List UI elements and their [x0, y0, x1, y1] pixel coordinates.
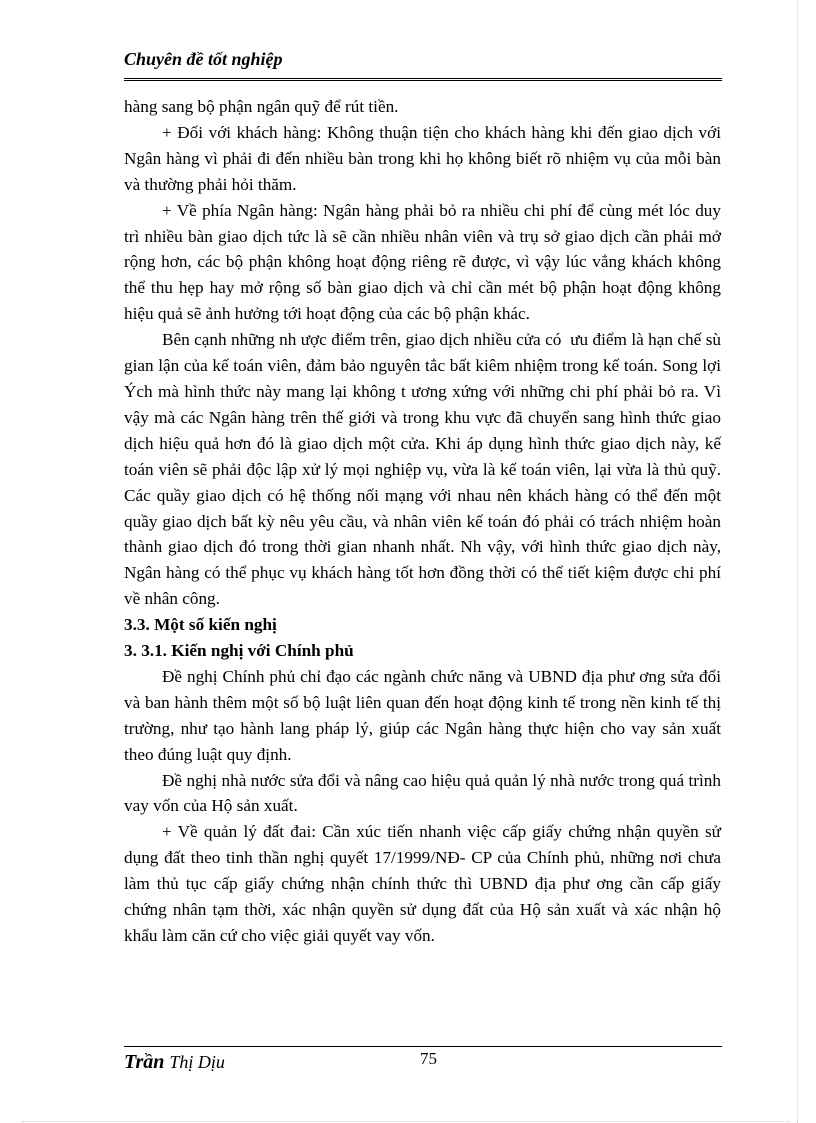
document-body [124, 94, 721, 949]
author-surname: Trần [124, 1051, 165, 1073]
footer-rule [124, 1046, 722, 1047]
author-given-name: Thị Dịu [169, 1052, 225, 1072]
page-edge-dotted-right [797, 0, 798, 1123]
paragraph: + Về quản lý đất đai: Cần xúc tiến nhanh việc cấp giấy chứng nhận quyền sử dụng đất theo tinh thần nghị quyết 17/1999/NĐ- CP của Chính phủ, những nơi chưa làm thủ tục cấp giấy chứng nhận chính thức thì UBND địa phư ơng cần cấp giấy chứng nhân tạm thời, xác nhận quyền sử dụng đất của Hộ sản xuất và xác nhận hộ khẩu làm căn cứ cho việc giải quyết vay vốn. [124, 822, 721, 945]
paragraph: + Đối với khách hàng: Không thuận tiện cho khách hàng khi đến giao dịch với Ngân hàng vì phải đi đến nhiều bàn trong khi họ không biết rõ nhiệm vụ của mỗi bàn và thường phải hỏi thăm. [124, 122, 721, 194]
paragraph: Bên cạnh những nh ược điểm trên, giao dịch nhiều cửa có ưu điểm là hạn chế sù gian lận của kế toán viên, đảm bảo nguyên tắc bất kiêm nhiệm trong kế toán. Song lợi Ých mà hình thức này mang lại không t ương xứng với những chi phí phải bỏ ra. Vì vậy mà các Ngân hàng trên thế giới và trong khu vực đã chuyển sang hình thức giao dịch hiệu quả hơn đó là giao dịch một cửa. Khi áp dụng hình thức giao dịch này, kế toán viên sẽ phải độc lập xử lý mọi nghiệp vụ, vừa là kế toán viên, lại vừa là thủ quỹ. Các quầy giao dịch có hệ thống nối mạng với nhau nên khách hàng có thể đến một quầy giao dịch bất kỳ nêu yêu cầu, và nhân viên kế toán đó phải có trách nhiệm hoàn thành giao dịch đó trong thời gian nhanh nhất. Nh vậy, với hình thức giao dịch này, Ngân hàng có thể phục vụ khách hàng tốt hơn đồng thời có thể tiết kiệm được chi phí về nhân công. [124, 330, 721, 609]
document-header-title: Chuyên đề tốt nghiệp [124, 49, 283, 69]
subsection-heading: 3. 3.1. Kiến nghị với Chính phủ [124, 641, 354, 661]
paragraph: Đề nghị nhà nước sửa đổi và nâng cao hiệu quả quản lý nhà nước trong quá trình vay vốn của Hộ sản xuất. [124, 770, 721, 816]
footer-author [124, 1051, 225, 1074]
paragraph: + Về phía Ngân hàng: Ngân hàng phải bỏ ra nhiều chi phí để cùng mét lóc duy trì nhiều bàn giao dịch tức là sẽ cần nhiều nhân viên và trụ sở giao dịch cần phải mở rộng hơn, các bộ phận không hoạt động riêng rẽ được, vì vậy lúc vắng khách không thể thu hẹp hay mở rộng số bàn giao dịch và chỉ cần mét bộ phận hoạt động không hiệu quả sẽ ảnh hưởng tới hoạt động của các bộ phận khác. [124, 200, 721, 324]
page-number: 75 [420, 1049, 437, 1068]
page-edge-dotted-bottom [22, 1121, 790, 1122]
paragraph: Đề nghị Chính phủ chỉ đạo các ngành chức năng và UBND địa phư ơng sửa đổi và ban hành thêm một số bộ luật liên quan đến hoạt động kinh tế trong nền kinh tế thị trường, như tạo hành lang pháp lý, giúp các Ngân hàng thực hiện cho vay sản xuất theo đúng luật quy định. [124, 666, 721, 764]
section-heading: 3.3. Một số kiến nghị [124, 615, 277, 635]
header-rule [124, 78, 722, 83]
paragraph: hàng sang bộ phận ngân quỹ để rút tiền. [124, 97, 399, 116]
